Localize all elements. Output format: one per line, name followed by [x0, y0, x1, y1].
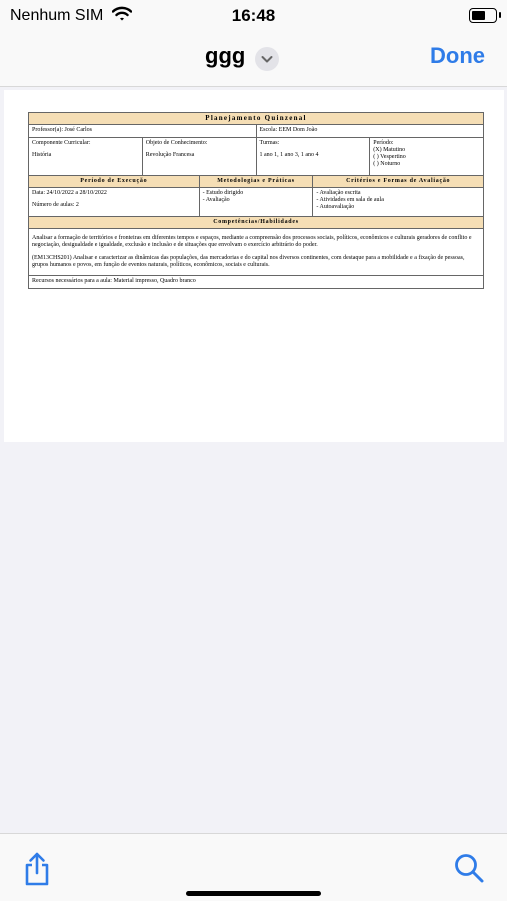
componente-label: Componente Curricular: [32, 139, 91, 146]
competencias-paragraph: (EM13CHS201) Analisar e caracterizar as dinâmicas das populações, das mercadorias e do capital nos diversos continentes, com destaque para a mobilidade e a fixação de pessoas, grupos humanos e povos, em função de eventos naturais, políticos, econômicos, sociais e culturais. [32, 254, 465, 269]
done-button[interactable]: Done [430, 43, 485, 68]
numero-aulas: Número de aulas: 2 [32, 202, 79, 209]
document-preview[interactable] [4, 90, 504, 442]
componente-cell [29, 137, 143, 175]
periodo-option: ( ) Noturno [373, 161, 401, 168]
turmas-label: Turmas: [259, 139, 280, 146]
status-bar [0, 0, 507, 34]
competencias-cell [29, 229, 484, 276]
navigation-bar [0, 34, 507, 87]
sheet-title: Planejamento Quinzenal [29, 113, 484, 125]
planning-header-table [28, 112, 484, 289]
criterio-item: - Atividades em sala de aula [316, 197, 384, 204]
school-cell: Escola: EEM Dom João [256, 125, 484, 137]
execucao-header: Período de Execução [29, 175, 200, 187]
recursos-cell: Recursos necessários para a aula: Material impresso, Quadro branco [29, 276, 484, 288]
objeto-cell [142, 137, 256, 175]
battery-icon [469, 8, 497, 23]
competencias-header: Competências/Habilidades [29, 216, 484, 228]
competencias-paragraph: Analisar a formação de territórios e fronteiras em diferentes tempos e espaços, mediante a compreensão dos processos sociais, políticos, econômicos e culturais geradores de conflito e negociação, desigualdade e igualdade, exclusão e inclusão e de situações que envolvam o exercício arbitrário do poder. [32, 235, 472, 249]
chevron-down-icon[interactable] [255, 47, 279, 71]
periodo-label: Período: [373, 139, 394, 146]
metodologias-cell [199, 187, 313, 216]
search-icon[interactable] [453, 852, 485, 889]
criterio-item: - Avaliação escrita [316, 189, 361, 196]
turmas-cell [256, 137, 370, 175]
professor-cell: Professor(a): José Carlos [29, 125, 257, 137]
turmas-value: 1 ano 1, 1 ano 3, 1 ano 4 [259, 151, 319, 158]
componente-value: História [32, 151, 52, 158]
share-icon[interactable] [22, 851, 52, 892]
criterios-cell [313, 187, 484, 216]
criterios-header: Critérios e Formas de Avaliação [313, 175, 484, 187]
carrier-label: Nenhum SIM [10, 7, 104, 24]
periodo-option: ( ) Vespertino [373, 154, 406, 161]
document-title[interactable]: ggg [205, 43, 246, 68]
planning-sheet [28, 112, 484, 289]
objeto-label: Objeto de Conhecimento: [145, 139, 208, 146]
periodo-cell [370, 137, 484, 175]
metodologia-item: - Avaliação [202, 197, 230, 204]
home-indicator[interactable] [186, 891, 321, 896]
objeto-value: Revolução Francesa [145, 151, 195, 158]
periodo-option: (X) Matutino [373, 146, 406, 153]
execucao-cell [29, 187, 200, 216]
criterio-item: - Autoavaliação [316, 204, 355, 211]
metodologia-item: - Estudo dirigido [202, 189, 244, 196]
metodologias-header: Metodologias e Práticas [199, 175, 313, 187]
clock: 16:48 [231, 6, 276, 25]
data-periodo: Data: 24/10/2022 a 28/10/2022 [32, 189, 107, 196]
